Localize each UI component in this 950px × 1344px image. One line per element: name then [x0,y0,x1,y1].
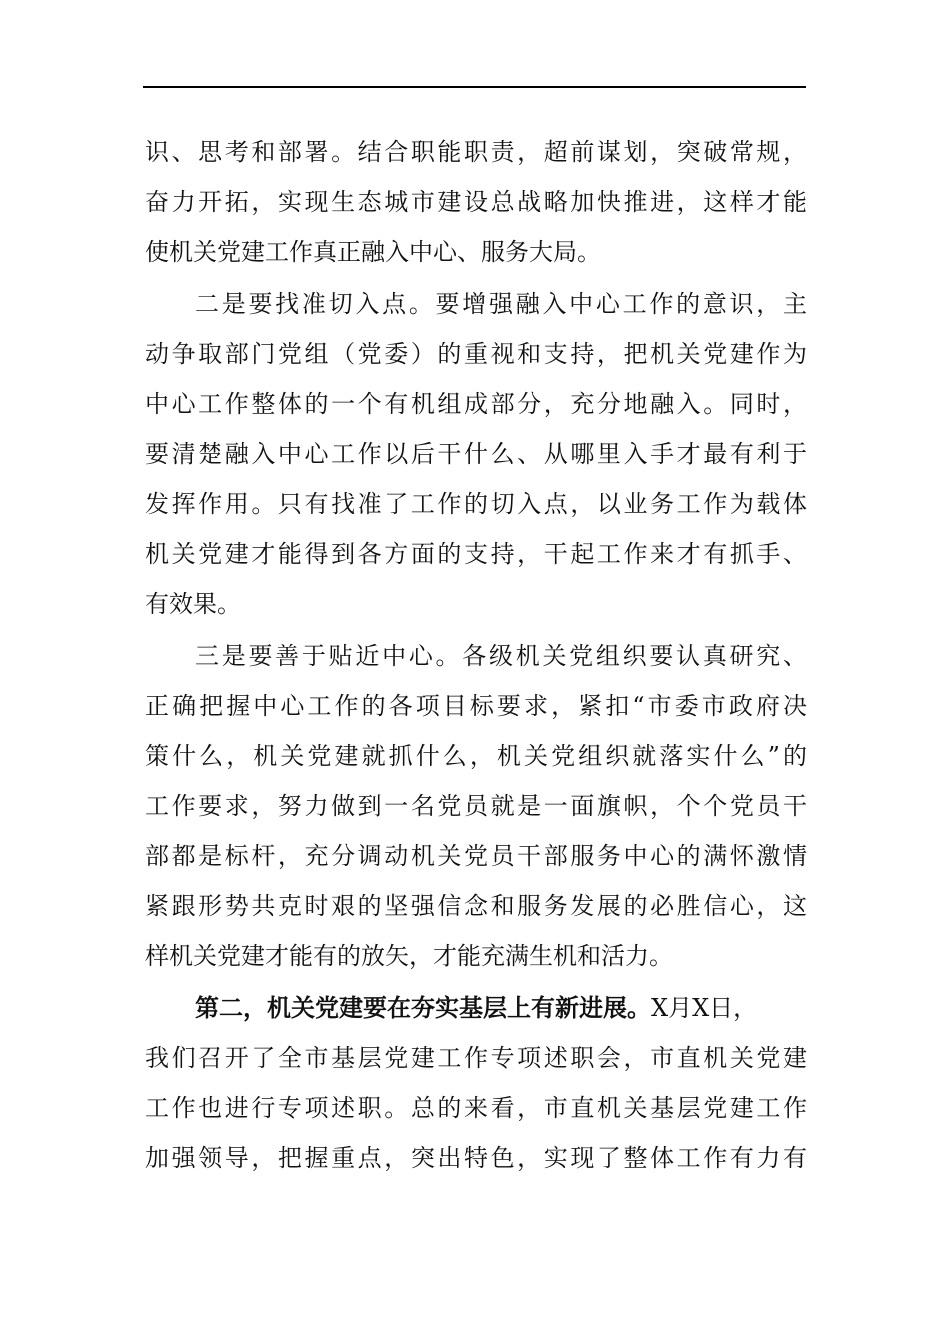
section-heading-tail: X月X日， [651,994,758,1022]
text-line: 工作也进行专项述职。总的来看，市直机关基层党建工作 [145,1094,807,1122]
text-line: 部都是标杆，充分调动机关党员干部服务中心的满怀激情 [145,842,807,870]
text-line: 样机关党建才能有的放矢，才能充满生机和活力。 [145,942,673,970]
text-line: 正确把握中心工作的各项目标要求，紧扣“市委市政府决 [145,692,807,720]
text-line: 机关党建才能得到各方面的支持，干起工作来才有抓手、 [145,540,807,568]
text-line: 有效果。 [145,590,241,618]
text-line: 紧跟形势共克时艰的坚强信念和服务发展的必胜信心，这 [145,892,807,920]
header-rule [143,86,806,88]
text-line: 使机关党建工作真正融入中心、服务大局。 [145,238,601,266]
section-heading-line [195,988,807,1028]
text-line: 我们召开了全市基层党建工作专项述职会，市直机关党建 [145,1044,807,1072]
text-line: 中心工作整体的一个有机组成部分，充分地融入。同时， [145,390,807,418]
paragraph-first-line: 二是要找准切入点。要增强融入中心工作的意识，主 [195,290,807,318]
section-heading: 第二，机关党建要在夯实基层上有新进展。 [195,993,651,1022]
text-line: 工作要求，努力做到一名党员就是一面旗帜，个个党员干 [145,792,807,820]
text-line: 动争取部门党组（党委）的重视和支持，把机关党建作为 [145,340,807,368]
text-line: 加强领导，把握重点，突出特色，实现了整体工作有力有 [145,1144,807,1172]
text-line: 要清楚融入中心工作以后干什么、从哪里入手才最有利于 [145,440,807,468]
paragraph-first-line: 三是要善于贴近中心。各级机关党组织要认真研究、 [195,642,807,670]
text-line: 奋力开拓，实现生态城市建设总战略加快推进，这样才能 [145,188,807,216]
text-line: 识、思考和部署。结合职能职责，超前谋划，突破常规， [145,138,807,166]
text-line: 发挥作用。只有找准了工作的切入点，以业务工作为载体 [145,490,807,518]
text-line: 策什么，机关党建就抓什么，机关党组织就落实什么”的 [145,742,807,770]
